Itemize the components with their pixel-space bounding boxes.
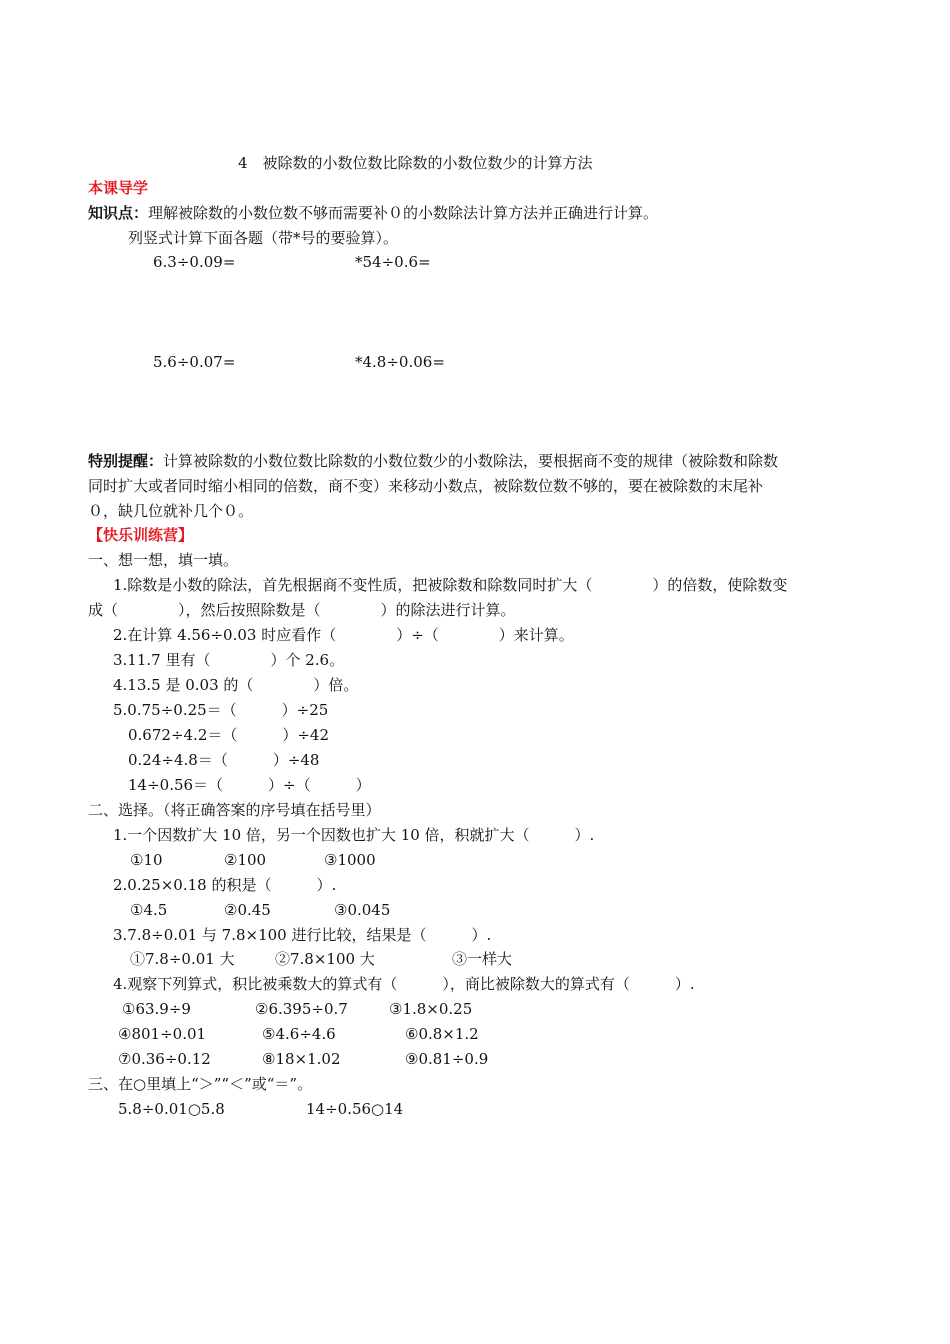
section1-title: 一、想一想，填一填。 (88, 551, 239, 569)
s2-q1: 1.一个因数扩大 10 倍，另一个因数也扩大 10 倍，积就扩大（ ）. (113, 826, 595, 844)
knowledge-text: 理解被除数的小数位数不够而需要补０的小数除法计算方法并正确进行计算。 (148, 204, 659, 222)
s1-q5a: 5.0.75÷0.25＝（ ）÷25 (113, 701, 329, 719)
calc-item: 5.6÷0.07= (153, 353, 236, 371)
option: ⑨0.81÷0.9 (405, 1050, 489, 1068)
compare-item: 5.8÷0.01○5.8 (118, 1100, 225, 1118)
option: ②6.395÷0.7 (255, 1000, 348, 1018)
reminder-text: 计算被除数的小数位数比除数的小数位数少的小数除法，要根据商不变的规律（被除数和除数 (163, 452, 779, 470)
section2-title: 二、选择。（将正确答案的序号填在括号里） (88, 801, 381, 819)
s2-q2: 2.0.25×0.18 的积是（ ）. (113, 876, 337, 894)
s1-q5b: 0.672÷4.2＝（ ）÷42 (128, 726, 330, 744)
option: ②7.8×100 大 (275, 950, 375, 968)
reminder-line3: ０，缺几位就补几个０。 (88, 502, 254, 520)
s1-q3: 3.11.7 里有（ ）个 2.6。 (113, 651, 345, 669)
practice-heading: 【快乐训练营】 (88, 526, 194, 544)
calc-item: *4.8÷0.06= (355, 353, 445, 371)
option: ③0.045 (334, 901, 391, 919)
option: ①10 (130, 851, 163, 869)
option: ⑤4.6÷4.6 (262, 1025, 336, 1043)
s2-q3: 3.7.8÷0.01 与 7.8×100 进行比较，结果是（ ）. (113, 926, 492, 944)
option: ③1.8×0.25 (389, 1000, 473, 1018)
instruction: 列竖式计算下面各题（带*号的要验算）。 (128, 229, 399, 247)
s1-q1-line1: 1.除数是小数的除法，首先根据商不变性质，把被除数和除数同时扩大（ ）的倍数，使除数变 (113, 576, 788, 594)
option: ⑦0.36÷0.12 (118, 1050, 211, 1068)
option: ①63.9÷9 (122, 1000, 191, 1018)
page-title: 4 被除数的小数位数比除数的小数位数少的计算方法 (238, 154, 593, 172)
section3-title: 三、在○里填上“＞”“＜”或“＝”。 (88, 1075, 313, 1093)
s1-q5d: 14÷0.56＝（ ）÷（ ） (128, 776, 371, 794)
option: ②100 (224, 851, 267, 869)
option: ⑥0.8×1.2 (405, 1025, 479, 1043)
option: ⑧18×1.02 (262, 1050, 341, 1068)
calc-item: 6.3÷0.09= (153, 253, 236, 271)
option: ①7.8÷0.01 大 (130, 950, 235, 968)
s1-q5c: 0.24÷4.8＝（ ）÷48 (128, 751, 320, 769)
reminder-line2: 同时扩大或者同时缩小相同的倍数，商不变）来移动小数点，被除数位数不够的，要在被除数的末尾补 (88, 477, 764, 495)
s2-q4: 4.观察下列算式，积比被乘数大的算式有（ ），商比被除数大的算式有（ ）. (113, 975, 695, 993)
option: ③1000 (324, 851, 376, 869)
compare-item: 14÷0.56○14 (306, 1100, 404, 1118)
reminder-line1 (88, 451, 778, 471)
option: ②0.45 (224, 901, 271, 919)
option: ①4.5 (130, 901, 168, 919)
knowledge-label: 知识点： (88, 204, 149, 222)
s1-q4: 4.13.5 是 0.03 的（ ）倍。 (113, 676, 359, 694)
option: ③一样大 (452, 950, 513, 968)
reminder-label: 特别提醒： (88, 452, 164, 470)
guide-heading: 本课导学 (88, 179, 149, 197)
option: ④801÷0.01 (118, 1025, 207, 1043)
s1-q1-line2: 成（ ），然后按照除数是（ ）的除法进行计算。 (88, 601, 516, 619)
knowledge-point (88, 203, 658, 223)
s1-q2: 2.在计算 4.56÷0.03 时应看作（ ）÷（ ）来计算。 (113, 626, 574, 644)
calc-item: *54÷0.6= (355, 253, 431, 271)
